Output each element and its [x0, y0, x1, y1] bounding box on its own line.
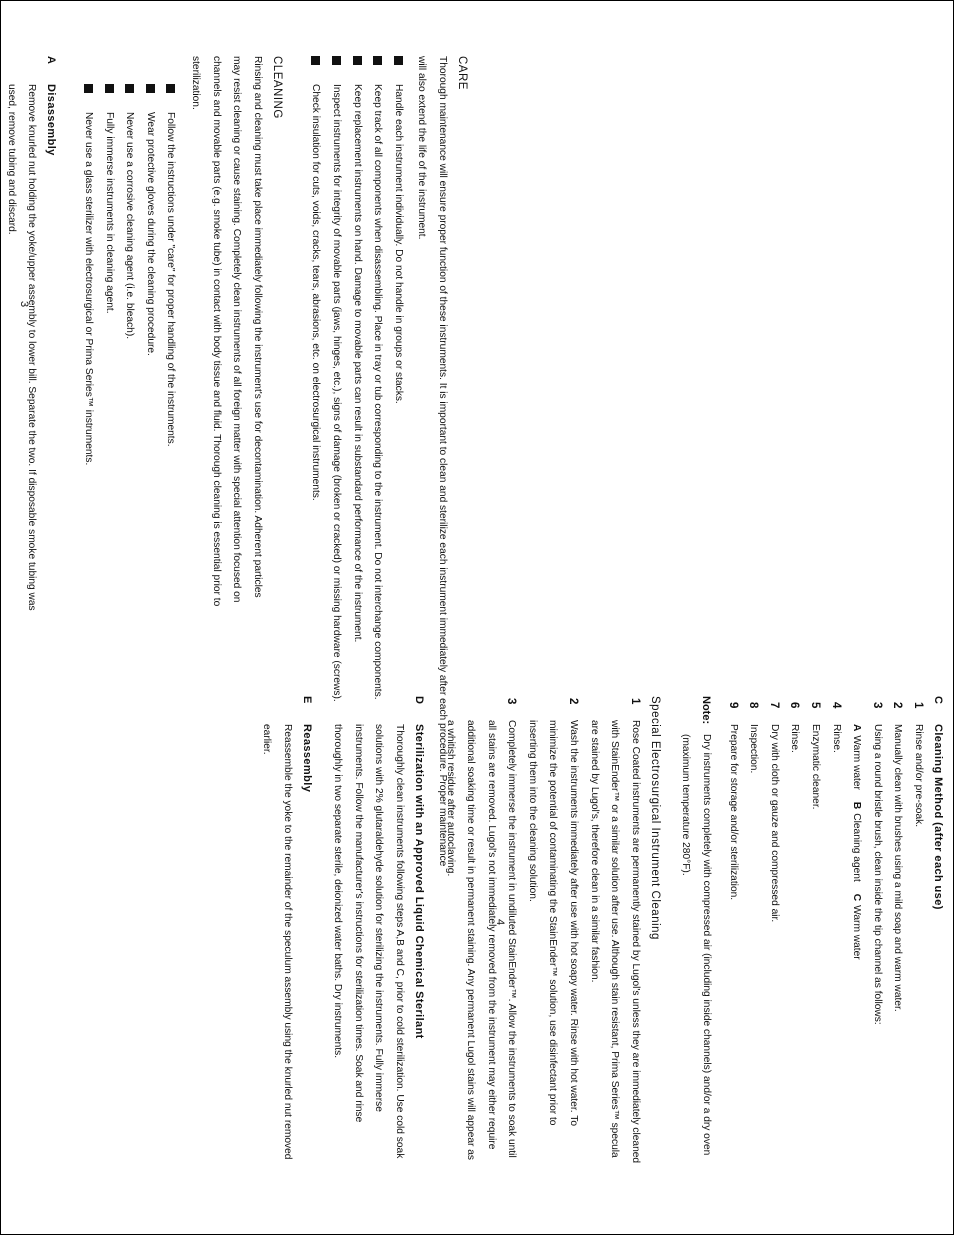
list-item: Keep track of all components when disassembling. Place in tray or tub corresponding to the instrument. Do not interchange components. [367, 56, 388, 876]
note-2 [675, 696, 716, 1166]
reassembly-text: Reassemble the yoke to the remainder of the speculum assembly using the knurled nut removed earlier. [260, 724, 293, 1160]
list-item: 1 Rinse and/or pre-soak. [912, 702, 924, 828]
list-item: Check insulation for cuts, voids, cracks, tears, abrasions, etc. on electrosurgical instruments. [305, 56, 326, 876]
list-item: Follow the instructions under "care" for proper handling of the instruments. [160, 84, 181, 616]
page-number-4: 4 [494, 919, 506, 926]
list-item: Fully immerse instruments in cleaning agent. [98, 84, 119, 616]
special-steps [439, 696, 645, 1166]
sterilization-heading: Sterilization with an Approved Liquid Chemical Sterilant [412, 724, 425, 1039]
cleaning-method-section [722, 696, 948, 1166]
reassembly-letter: E [300, 696, 313, 704]
page-4-content [255, 696, 948, 1166]
sterilization-section [327, 696, 429, 1166]
cleaning-heading: CLEANING [270, 56, 283, 119]
cleaning-list [78, 84, 181, 616]
list-item: 7 Dry with cloth or gauze and compressed air. [767, 702, 780, 923]
note-2-label: Note: [700, 696, 713, 725]
method-letter: C [932, 696, 944, 704]
method-substeps: AWarm waterBCleaning agentCWarm water [851, 724, 863, 960]
list-item: 3 Using a round bristle brush, clean inside the tip channel as follows: [870, 702, 883, 1025]
special-cleaning-section [439, 696, 665, 1166]
note-2-text: Dry instruments completely with compressed air (including inside channels) and/or a dry oven (maximum temperature 280°F). [680, 734, 713, 1156]
list-item: 6 Rinse. [788, 702, 801, 753]
disassembly-section [0, 56, 61, 616]
reassembly-heading: Reassembly [300, 724, 313, 793]
list-item: Wear protective gloves during the cleaning procedure. [139, 84, 160, 616]
sterilization-letter: D [412, 696, 425, 704]
list-item: 5 Enzymatic cleaner. [809, 702, 822, 810]
special-heading: Special Electrosurgical Instrument Cleaning [648, 696, 661, 940]
list-item: 2 Manually clean with brushes using a mild soap and warm water. [891, 702, 904, 1012]
list-item: Never use a glass sterilizer with electrosurgical or Prima Series™ instruments. [78, 84, 99, 616]
list-item: 2 Wash the instruments immediately after use with hot soapy water. Rinse with hot water. To minimize the potential of contaminating the StainEnder™ solution, use disinfectant prior to inserting them into the cleaning solution. [526, 698, 580, 1126]
list-item: 1 Rose Coated instruments are permanently stained by Lugol's unless they are immediately cleaned with StainEnder™ or a similar solution after use. Although stain resistant, Prima Series™ specula are stained by Lugol's, therefore clean in a similar fashion. [588, 698, 641, 1164]
list-item: Never use a corrosive cleaning agent (i.e. bleach). [119, 84, 140, 616]
list-item: 8 Inspection. [747, 702, 760, 774]
method-heading: Cleaning Method (after each use) [932, 724, 944, 910]
sterilization-text: Thoroughly clean instruments following steps A,B and C, prior to cold sterilization. Use cold soak solutions with 2% glutaraldehyde solution for sterilizing the instruments. Fully immerse instruments. Follow the manufacturer's instructions for sterilization times. Soak and rinse thoroughly in two separate sterile, deionized water baths. Dry instruments. [332, 724, 405, 1159]
disassembly-heading: Disassembly [45, 84, 58, 156]
disassembly-text: Remove knurled nut holding the yoke/upper assembly to lower bill. Separate the two. If disposable smoke tubing was used, remove tubing and discard. [5, 84, 38, 611]
list-item: Keep replacement instruments on hand. Damage to movable parts can result in substandard performance of the instrument. [346, 56, 367, 876]
disassembly-letter: A [45, 56, 58, 64]
reassembly-section [255, 696, 316, 1166]
cleaning-intro: Rinsing and cleaning must take place immediately following the instrument's use for decontamination. Adherent particles may resist cleaning or cause staining. Completely clean instruments of all foreign matter with special attention focused on channels and movable parts (e.g. smoke tube) in contact with body tissue and fluid. Thorough cleaning is essential prior to sterilization. [190, 56, 263, 607]
care-intro: Thorough maintenance will ensure proper function of these instruments. It is important to clean and sterilize each instrument immediately after each procedure. Proper maintenance will also extend the life of the instrument. [416, 56, 448, 867]
list-item: 3 Completely immerse the instrument in undiluted StainEnder™. Allow the instruments to soak until all stains are removed. Lugol's not immediately removed from the instrument may either require additional soaking time or result in permanent staining. Any permanent Lugol stains will appear as a whitish residue after autoclaving. [444, 698, 518, 1161]
care-heading: CARE [456, 56, 468, 90]
method-steps [722, 700, 928, 1166]
list-item: 4 Rinse. [829, 702, 842, 753]
cleaning-section [78, 56, 287, 616]
list-item: 9 Prepare for storage and/or sterilization. [726, 702, 739, 901]
list-item: Inspect instruments for integrity of movable parts (jaws, hinges, etc.), signs of damage (broken or cracked) or missing hardware (screws). [325, 56, 346, 876]
page-number-3: 3 [18, 301, 30, 308]
list-item: Handle each instrument individually. Do not handle in groups or stacks. [387, 56, 408, 876]
